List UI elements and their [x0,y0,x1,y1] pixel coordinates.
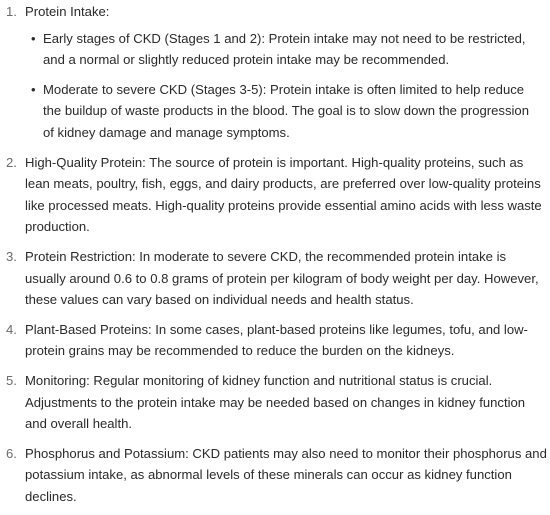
list-item-text: Monitoring: Regular monitoring of kidney function and nutritional status is crucial. Adjustments to the protein intake may be needed based on changes in kidney function and overall health. [25,372,526,432]
list-item [0,152,550,238]
list-item [0,443,550,508]
bullet-item [25,79,548,144]
bullet-item [25,28,548,71]
bullet-item-text: Early stages of CKD (Stages 1 and 2): Protein intake may not need to be restricted, and a normal or slightly reduced protein intake may be recommended. [43,30,526,68]
list-number: 3. [6,248,17,264]
list-item [0,246,550,311]
list-number: 5. [6,372,17,388]
bullet-list [25,28,548,144]
numbered-list [0,1,550,515]
bullet-icon: • [31,81,36,97]
list-number: 4. [6,321,17,337]
list-item [0,1,550,144]
bullet-item-text: Moderate to severe CKD (Stages 3-5): Protein intake is often limited to help reduce the buildup of waste products in the blood. The goal is to slow down the progression of kidney damage and manage symptoms. [43,81,529,140]
list-item-text: Protein Intake: [25,4,110,19]
list-item-text: Phosphorus and Potassium: CKD patients may also need to monitor their phosphorus and potassium intake, as abnormal levels of these minerals can occur as kidney function declines. [25,445,547,504]
list-item [0,319,550,362]
list-number: 2. [6,154,17,170]
bullet-icon: • [31,30,36,46]
list-item-text: Protein Restriction: In moderate to severe CKD, the recommended protein intake is usually around 0.6 to 0.8 grams of protein per kilogram of body weight per day. However, these values can vary based on individual needs and health status. [25,248,539,308]
list-item-text: Plant-Based Proteins: In some cases, plant-based proteins like legumes, tofu, and low-protein grains may be recommended to reduce the burden on the kidneys. [25,321,528,359]
list-item-text: High-Quality Protein: The source of protein is important. High-quality proteins, such as lean meats, poultry, fish, eggs, and dairy products, are preferred over low-quality proteins like processed meats. High-quality proteins provide essential amino acids with less waste production. [25,154,542,235]
list-number: 6. [6,445,17,461]
list-item [0,370,550,435]
list-number: 1. [6,4,17,19]
